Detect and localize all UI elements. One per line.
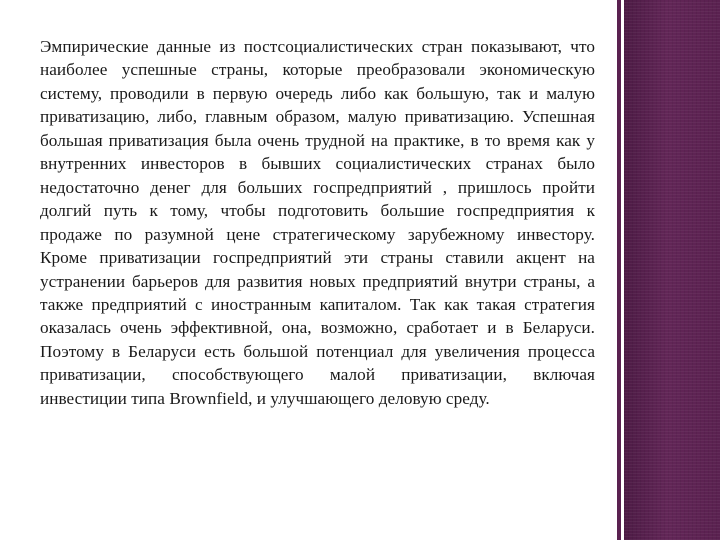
slide-content (40, 35, 595, 505)
decorative-side-panel (624, 0, 720, 540)
decorative-edge-line (617, 0, 621, 540)
body-paragraph: Эмпирические данные из постсоциалистических стран показывают, что наиболее успешные страны, которые преобразовали экономическую систему, проводили в первую очередь либо как большую, так и малую приватизацию, либо, главным образом, малую приватизацию. Успешная большая приватизация была очень трудной на практике, в то время как у внутренних инвесторов в бывших социалистических странах было недостаточно денег для больших госпредприятий , пришлось пройти долгий путь к тому, чтобы подготовить большие госпредприятия к продаже по разумной цене стратегическому зарубежному инвестору. Кроме приватизации госпредприятий эти страны ставили акцент на устранении барьеров для развития новых предприятий внутри страны, а также предприятий с иностранным капиталом. Так как такая стратегия оказалась очень эффективной, она, возможно, сработает и в Беларуси. Поэтому в Беларуси есть большой потенциал для увеличения процесса приватизации, способствующего малой приватизации, включая инвестиции типа Brownfield, и улучшающего деловую среду. (40, 37, 595, 408)
